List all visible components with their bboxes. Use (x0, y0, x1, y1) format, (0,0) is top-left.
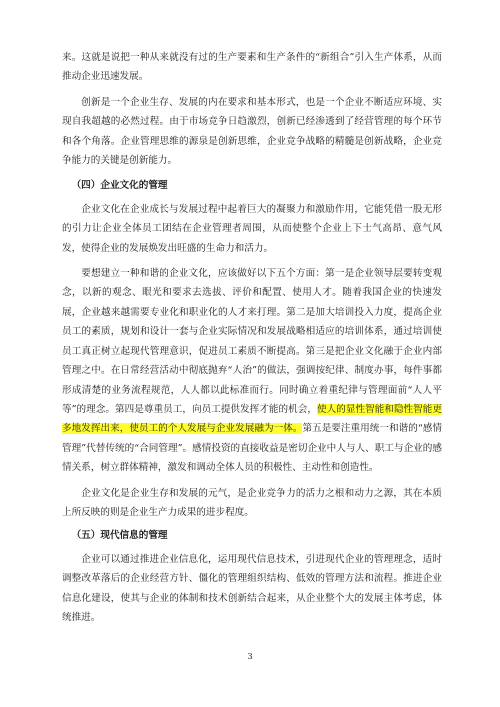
paragraph-culture-summary: 企业文化是企业生存和发展的元气，是企业竞争力的活力之根和动力之源，其在本质上所反映的则是企业生产力成果的进步程度。 (62, 487, 442, 518)
highlighted-text: 使人的显性智能和隐性智能更多地发挥出来，使员工的个人发展与企业发展融为一体。 (62, 403, 443, 435)
section-heading-information: （五）现代信息的管理 (71, 530, 168, 542)
section-heading-culture: （四）企业文化的管理 (71, 180, 168, 192)
paragraph-culture-intro: 企业文化在企业成长与发展过程中起着巨大的凝聚力和激励作用，它能凭借一股无形的引力让企业全体员工团结在企业管理者周围，从而使整个企业上下士气高昂、意气风发，使得企业的发展焕发出旺盛的生命力和活力。 (62, 203, 442, 254)
page-number: 3 (247, 652, 253, 661)
text-before-highlight: 要想建立一种和谐的企业文化，应该做好以下五个方面：第一是企业领导层要转变观念，以新的观念、眼光和要求去选拔、评价和配置、使用人才。随着我国企业的快速发展，企业越来越需要专业化和职业化的人才来打理。第二是加大培训投入力度，提高企业员工的素质，规划和设计一套与企业实际情况和发展战略相适应的培训体系，通过培训使员工真正树立起现代管理意识，促进员工素质不断提高。第三是把企业文化融于企业内部管理之中。在日常经营活动中彻底抛弃“人治”的做法，强调按纪律、制度办事，每件事都形成清楚的业务流程规范，人人都以此标准而行。同时确立着重纪律与管理面前“人人平等”的理念。第四是尊重员工，向员工提供发挥才能的机会， (62, 268, 442, 415)
text-after-highlight: 第五是要注重用统一和谐的“感情管理”代替传统的“合同管理”。感情投资的直接收益是密切企业中人与人、职工与企业的感情关系，树立群体精神，激发和调动全体人员的积极性、主动性和创造性。 (62, 423, 443, 474)
paragraph-information: 企业可以通过推进企业信息化，运用现代信息技术，引进现代企业的管理理念，适时调整改革落后的企业经营方针、僵化的管理组织结构、低效的管理方法和流程。推进企业信息化建设，使其与企业的体制和技术创新结合起来，从企业整个大的发展主体考虑，体统推进。 (62, 553, 442, 623)
paragraph-continuation: 来。这就是说把一种从来就没有过的生产要素和生产条件的“新组合”引入生产体系，从而推动企业迅速发展。 (62, 52, 442, 83)
page-content (62, 48, 442, 627)
paragraph-innovation: 创新是一个企业生存、发展的内在要求和基本形式，也是一个企业不断适应环境、实现自我超越的必然过程。由于市场竞争日趋激烈，创新已经渗透到了经营管理的每个环节和各个角落。企业管理思维的源泉是创新思维，企业竞争战略的精髓是创新战略，企业竞争能力的关键是创新能力。 (62, 96, 442, 167)
paragraph-culture-five-aspects (62, 264, 442, 477)
